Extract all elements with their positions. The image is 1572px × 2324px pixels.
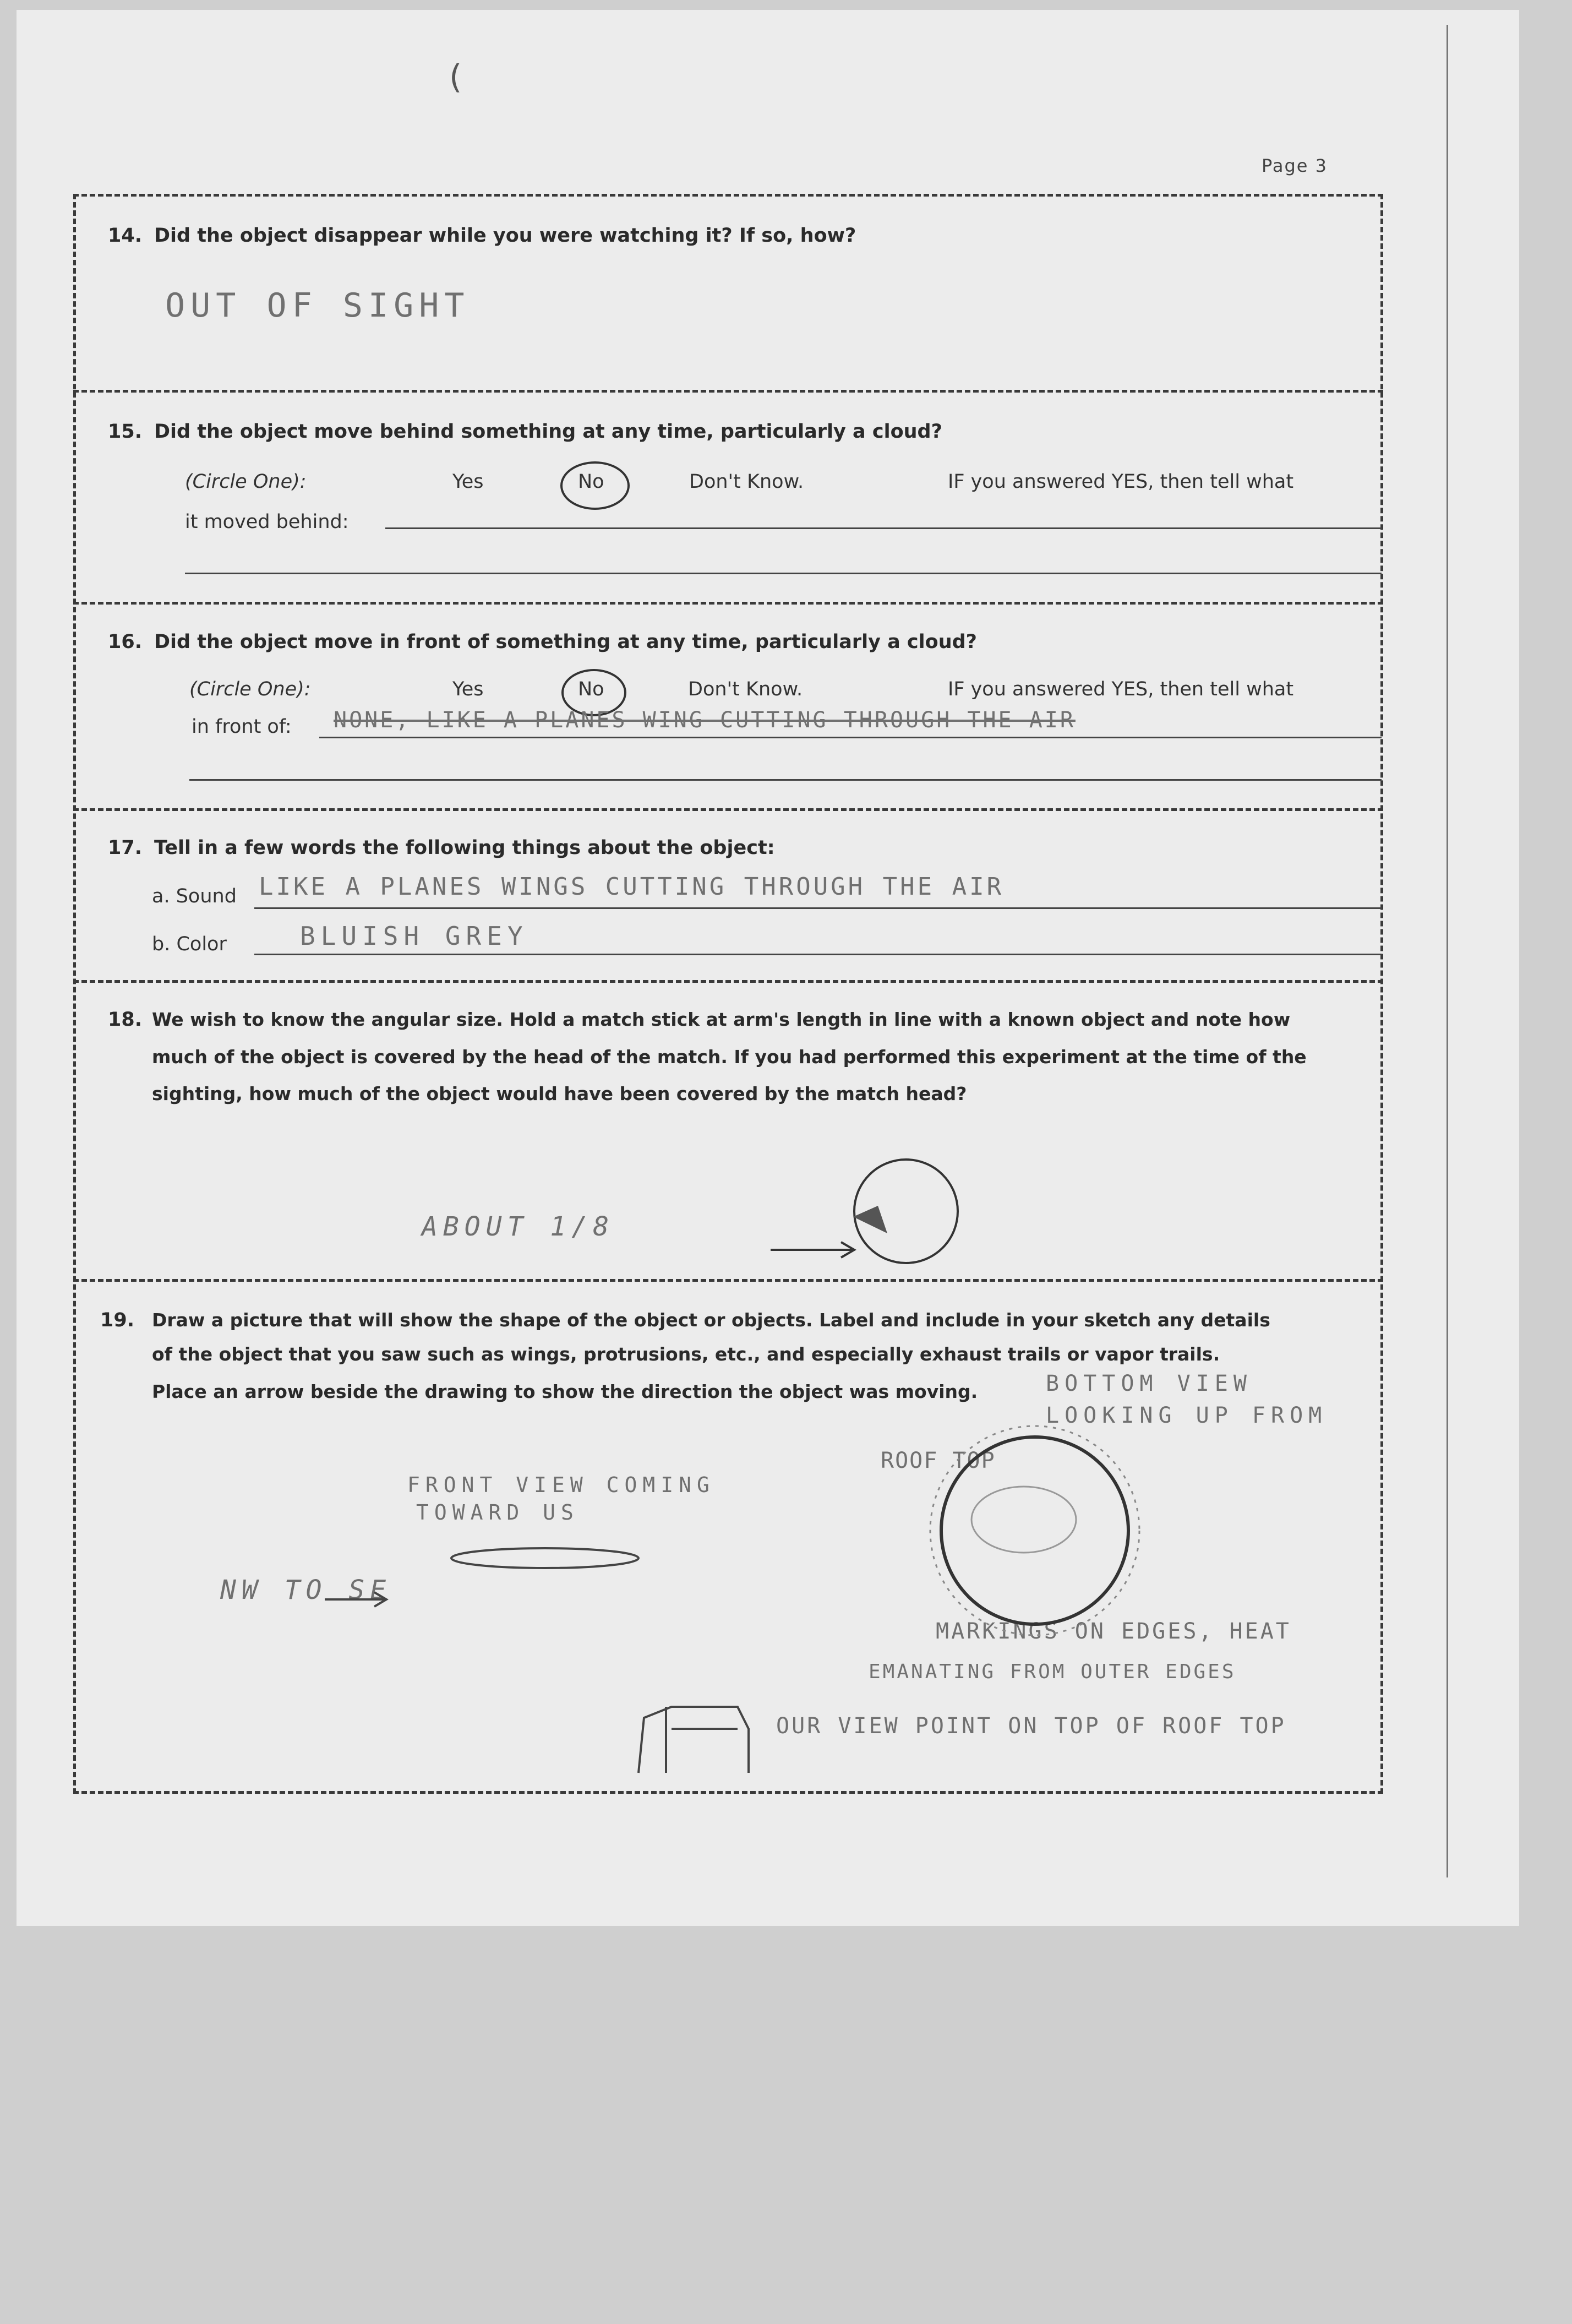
sketch-note-roof-top: ROOF TOP [881,1448,996,1473]
q16-number: 16. [108,631,143,653]
sketch-note-markings-2: EMANATING FROM OUTER EDGES [869,1661,1236,1683]
q16-if-yes: IF you answered YES, then tell what [948,678,1294,700]
q18-line-2: much of the object is covered by the head of the match. If you had performed this experiment at the time of the [152,1046,1307,1068]
sketch-note-viewpoint: OUR VIEW POINT ON TOP OF ROOF TOP [776,1713,1286,1739]
q18-line-3: sighting, how much of the object would have been covered by the match head? [152,1083,967,1104]
q17-color-answer[interactable]: BLUISH GREY [300,921,528,951]
q15-answer-line-1[interactable] [385,527,1382,529]
q15-number: 15. [108,421,143,443]
top-mark: ( [449,58,462,96]
q18-number: 18. [108,1009,143,1031]
bottom-view-marking [971,1487,1076,1553]
q15-text: Did the object move behind something at any time, particularly a cloud? [154,421,942,443]
q16-option-dont-know[interactable]: Don't Know. [688,678,803,700]
sketch-note-bottom-view: BOTTOM VIEW [1046,1371,1252,1396]
q15-option-yes[interactable]: Yes [452,471,484,493]
q17-sound-line [254,907,1382,909]
q15-circle-one: (Circle One): [185,471,307,493]
q16-answer-line-1[interactable] [319,737,1382,738]
sketch-note-front-view: FRONT VIEW COMING [407,1473,715,1497]
q17-sound-answer[interactable]: LIKE A PLANES WINGS CUTTING THROUGH THE AIR [259,873,1005,901]
q14-answer[interactable]: OUT OF SIGHT [165,286,470,325]
q16-struck-answer[interactable]: NONE, LIKE A PLANES WING CUTTING THROUGH THE AIR [334,707,1076,733]
bottom-view-halo [930,1426,1139,1635]
direction-arrow-icon [325,1592,386,1607]
q15-answer-line-2[interactable] [185,573,1382,574]
q14-text: Did the object disappear while you were watching it? If so, how? [154,225,856,247]
q15-continuation: it moved behind: [185,511,349,533]
q18-line-1: We wish to know the angular size. Hold a match stick at arm's length in line with a known object and note how [152,1009,1291,1030]
q19-line-2: of the object that you saw such as wings, protrusions, etc., and especially exhaust trails or vapor trails. [152,1343,1220,1365]
q16-option-no[interactable]: No [578,678,604,700]
q16-continuation: in front of: [192,716,292,738]
q17-color-line [254,954,1382,955]
bottom-view-object [941,1437,1128,1624]
q17-color-label: b. Color [152,933,227,955]
sketch-note-looking-up: LOOKING UP FROM [1046,1403,1328,1428]
q17-text: Tell in a few words the following things about the object: [154,837,775,859]
q15-if-yes: IF you answered YES, then tell what [948,471,1294,493]
q18-match-head-sketch [771,1151,980,1272]
q14-number: 14. [108,225,143,247]
divider-17-18 [73,980,1383,983]
direction-arrow-icon [771,1242,854,1258]
sketch-note-direction: NW TO SE [220,1575,392,1605]
q19-number: 19. [100,1309,135,1331]
front-view-object [451,1548,638,1568]
q15-option-no[interactable]: No [578,471,604,493]
rooftop-structure-sketch [638,1707,749,1773]
q17-number: 17. [108,837,143,859]
q16-circle-one: (Circle One): [189,678,311,700]
page-number: Page 3 [1262,155,1328,176]
sketch-note-markings-1: MARKINGS ON EDGES, HEAT [936,1619,1291,1644]
page-edge [1447,25,1448,1877]
q19-line-3: Place an arrow beside the drawing to show the direction the object was moving. [152,1381,978,1402]
sketch-note-toward-us: TOWARD US [416,1500,579,1525]
q17-sound-label: a. Sound [152,885,237,907]
q16-text: Did the object move in front of something at any time, particularly a cloud? [154,631,977,653]
divider-14-15 [73,390,1383,393]
q19-object-sketch [187,1443,1398,1784]
q18-answer[interactable]: ABOUT 1/8 [422,1211,615,1242]
q16-answer-line-2[interactable] [189,779,1382,781]
divider-15-16 [73,602,1383,605]
q15-option-dont-know[interactable]: Don't Know. [689,471,804,493]
divider-16-17 [73,808,1383,811]
q16-option-yes[interactable]: Yes [452,678,484,700]
divider-18-19 [73,1279,1383,1282]
q19-line-1: Draw a picture that will show the shape of the object or objects. Label and include in your sketch any details [152,1309,1270,1331]
